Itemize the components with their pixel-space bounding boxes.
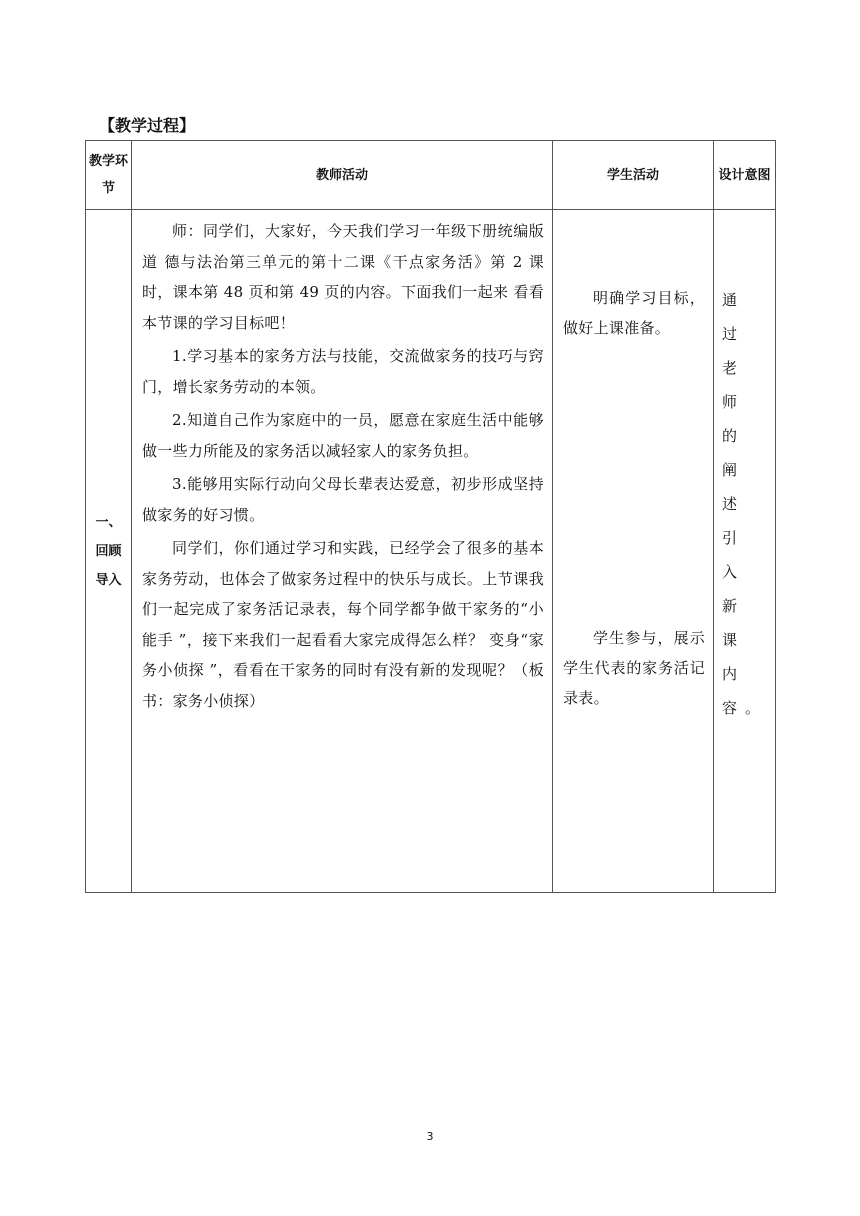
header-student-activity: 学生活动 [553, 141, 714, 210]
lesson-process-table [85, 140, 776, 893]
design-line: 老师 [722, 359, 746, 411]
design-intent-cell [714, 210, 776, 893]
stage-line: 一、 [95, 514, 122, 530]
header-teacher-activity: 教师活动 [132, 141, 553, 210]
stage-line: 导入 [95, 572, 122, 588]
teacher-activity-cell [132, 210, 553, 893]
stage-cell [86, 210, 132, 893]
section-title: 【教学过程】 [99, 116, 196, 135]
page-number: 3 [426, 1130, 434, 1143]
header-design-intent: 设计意图 [714, 141, 776, 210]
teacher-paragraph: 1.学习基本的家务方法与技能，交流做家务的技巧与窍门，增长家务劳动的本领。 [142, 347, 544, 396]
teacher-paragraph: 3.能够用实际行动向父母长辈表达爱意，初步形成坚持做家务的好习惯。 [142, 475, 544, 524]
table-row [86, 210, 776, 893]
teacher-paragraph: 同学们，你们通过学习和实践，已经学会了很多的基本家务劳动，也体会了做家务过程中的快乐与成长。上节课我们一起完成了家务活记录表，每个同学都争做干家务的“小能手 ”，接下来我们一起看看大家完成得怎么样？ 变身“家务小侦探 ”，看看在干家务的同时有没有新的发现呢？（板书：家务小侦探） [142, 539, 544, 710]
student-activity-cell [553, 210, 714, 893]
student-activity-text: 明确学习目标，做好上课准备。 [563, 289, 705, 337]
design-line: 容。 [722, 699, 769, 717]
teacher-paragraph: 2.知道自己作为家庭中的一员，愿意在家庭生活中能够做一些力所能及的家务活以减轻家人的家务负担。 [142, 411, 544, 460]
header-stage: 教学环节 [86, 141, 132, 210]
design-line: 的阐 [722, 427, 746, 479]
student-activity-text: 学生参与，展示学生代表的家务活记录表。 [563, 629, 705, 707]
design-line: 述引 [722, 495, 746, 547]
teacher-paragraph: 师：同学们，大家好，今天我们学习一年级下册统编版道 德与法治第三单元的第十二课《干点家务活》第 2 课 时，课本第 48 页和第 49 页的内容。下面我们一起来 看看本节课的学习目标吧！ [142, 222, 544, 332]
design-line: 通过 [722, 291, 746, 343]
table-header-row [86, 141, 776, 210]
stage-line: 回顾 [95, 543, 122, 559]
design-line: 入新 [722, 563, 746, 615]
design-line: 课内 [722, 631, 746, 683]
